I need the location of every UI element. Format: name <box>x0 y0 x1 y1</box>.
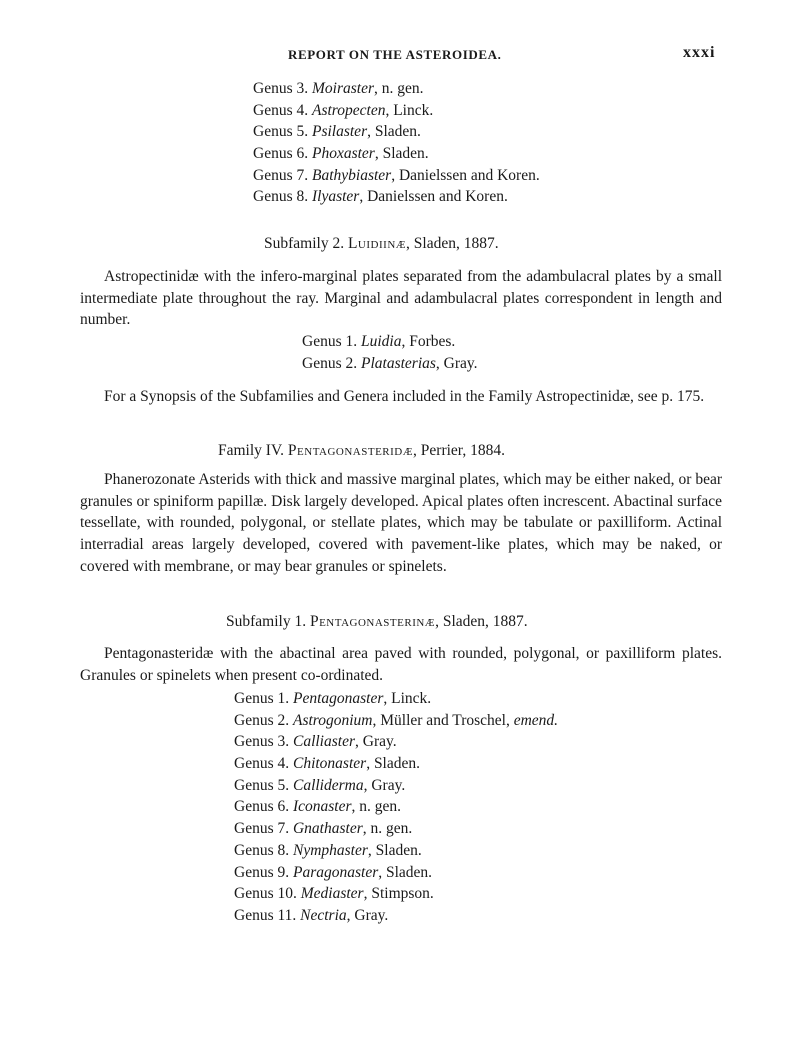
list-item <box>253 121 540 143</box>
genus-label: Genus 2. <box>234 711 290 729</box>
genus-name: Phoxaster <box>311 145 375 163</box>
genus-authority: , Linck. <box>383 690 432 707</box>
genus-label: Genus 5. <box>234 776 290 794</box>
heading-prefix: Subfamily 2. <box>264 235 345 252</box>
genus-authority: , n. gen. <box>362 820 413 838</box>
genus-authority: , Sladen. <box>378 863 433 881</box>
heading-suffix: , Sladen, 1887. <box>406 235 499 252</box>
genus-name: Mediaster <box>300 885 364 903</box>
list-item <box>253 78 540 100</box>
genus-authority: , Stimpson. <box>363 885 434 903</box>
list-item <box>234 710 558 732</box>
genus-name: Bathybiaster <box>311 166 392 184</box>
heading-prefix: Subfamily 1. <box>226 613 307 630</box>
heading-suffix: , Perrier, 1884. <box>413 442 505 459</box>
genus-authority: , Sladen. <box>366 755 420 773</box>
list-item <box>234 775 558 797</box>
subfamily-luidiinae-description <box>80 266 722 331</box>
heading-taxon: Pentagonasteridæ <box>287 442 414 459</box>
genus-name: Psilaster <box>311 123 368 141</box>
genus-authority: , Gray. <box>355 733 397 751</box>
genus-label: Genus 8. <box>253 188 309 206</box>
genus-authority: , Forbes. <box>401 333 456 350</box>
family-iv-description <box>80 469 722 578</box>
heading-taxon: Luidiinæ <box>347 235 407 252</box>
pentagonasterinae-genera-list <box>234 688 558 927</box>
list-item <box>234 688 558 710</box>
genus-name: Chitonaster <box>292 755 367 773</box>
genus-authority: , Sladen. <box>367 123 421 141</box>
genus-label: Genus 3. <box>234 733 290 751</box>
genus-name: Astropecten <box>311 101 386 119</box>
heading-suffix: , Sladen, 1887. <box>435 613 528 630</box>
list-item <box>302 353 478 375</box>
genus-name: Ilyaster <box>311 188 360 206</box>
list-item <box>253 165 540 187</box>
genus-authority: , Sladen. <box>367 841 422 859</box>
page-header <box>0 44 800 66</box>
list-item <box>253 186 540 208</box>
genus-name: Nectria <box>300 906 347 924</box>
paragraph-text: Phanerozonate Asterids with thick and massive marginal plates, which may be either naked, or bear granules or spiniform papillæ. Disk largely developed. Apical plates often increscent. Abactinal surface tessellate, with rounded, polygonal, or stellate plates, which may be tabulate or paxilliform. Actinal interradial areas largely developed, covered with pavement-like plates, which may be naked, or covered with membrane, or may bear granules or spinelets. <box>80 471 722 575</box>
genus-authority: , Sladen. <box>374 145 429 163</box>
list-item <box>234 905 558 927</box>
heading-taxon: Pentagonasterinæ <box>309 613 436 630</box>
genus-label: Genus 1. <box>234 690 290 707</box>
luidiinae-genera-list <box>302 331 478 374</box>
list-item <box>234 753 558 775</box>
genus-label: Genus 6. <box>253 145 309 163</box>
paragraph-text: Pentagonasteridæ with the abactinal area paved with rounded, polygonal, or paxilliform plates. Granules or spinelets when present co-ordinated. <box>80 645 722 684</box>
list-item <box>234 840 558 862</box>
genus-label: Genus 3. <box>253 80 309 97</box>
list-item <box>234 818 558 840</box>
list-item <box>234 883 558 905</box>
genus-authority: , Müller and Troschel, <box>372 711 514 729</box>
genus-authority: , Gray. <box>346 906 389 924</box>
genus-label: Genus 7. <box>234 820 290 838</box>
genus-name: Nymphaster <box>292 841 368 859</box>
genera-list-top <box>253 78 540 208</box>
genus-label: Genus 11. <box>234 906 297 924</box>
genus-label: Genus 1. <box>302 333 358 350</box>
list-item <box>234 731 558 753</box>
genus-name: Platasterias <box>360 354 436 372</box>
genus-label: Genus 4. <box>234 755 290 773</box>
synopsis-note <box>80 386 722 408</box>
list-item <box>253 100 540 122</box>
list-item <box>302 331 478 353</box>
genus-name: Gnathaster <box>292 820 363 838</box>
genus-name: Pentagonaster <box>292 690 384 707</box>
genus-authority: , Gray. <box>435 354 478 372</box>
paragraph-text: For a Synopsis of the Subfamilies and Genera included in the Family Astropectinidæ, see p. 175. <box>104 388 705 405</box>
genus-name: Astrogonium <box>292 711 373 729</box>
subfamily-pentagonasterinae-heading <box>226 611 528 633</box>
list-item <box>234 796 558 818</box>
genus-authority: , Danielssen and Koren. <box>391 166 540 184</box>
paragraph-text: Astropectinidæ with the infero-marginal plates separated from the adambulacral plates by a small intermediate plate throughout the ray. Marginal and adambulacral plates correspondent in length and number. <box>80 268 722 329</box>
genus-label: Genus 6. <box>234 798 290 816</box>
genus-name: Moiraster <box>311 80 374 97</box>
genus-authority: , Gray. <box>363 776 406 794</box>
genus-name: Paragonaster <box>292 863 379 881</box>
genus-label: Genus 8. <box>234 841 290 859</box>
genus-label: Genus 10. <box>234 885 297 903</box>
page-number: xxxi <box>683 44 716 61</box>
genus-name: Iconaster <box>292 798 352 816</box>
genus-authority: , n. gen. <box>351 798 402 816</box>
genus-name: Calliaster <box>292 733 355 751</box>
list-item <box>253 143 540 165</box>
genus-label: Genus 9. <box>234 863 290 881</box>
genus-label: Genus 2. <box>302 354 358 372</box>
subfamily-luidiinae-heading <box>264 233 499 255</box>
heading-prefix: Family IV. <box>218 442 285 459</box>
family-iv-heading <box>218 440 505 462</box>
genus-label: Genus 4. <box>253 101 309 119</box>
list-item <box>234 862 558 884</box>
subfamily-pentagonasterinae-description <box>80 643 722 686</box>
genus-authority: , Danielssen and Koren. <box>359 188 508 206</box>
genus-name: Luidia <box>360 333 402 350</box>
genus-extra: emend. <box>513 711 559 729</box>
genus-label: Genus 5. <box>253 123 309 141</box>
genus-name: Calliderma <box>292 776 364 794</box>
genus-authority: , Linck. <box>385 101 434 119</box>
genus-authority: , n. gen. <box>373 80 424 97</box>
genus-label: Genus 7. <box>253 166 309 184</box>
running-title: REPORT ON THE ASTEROIDEA. <box>288 47 502 62</box>
